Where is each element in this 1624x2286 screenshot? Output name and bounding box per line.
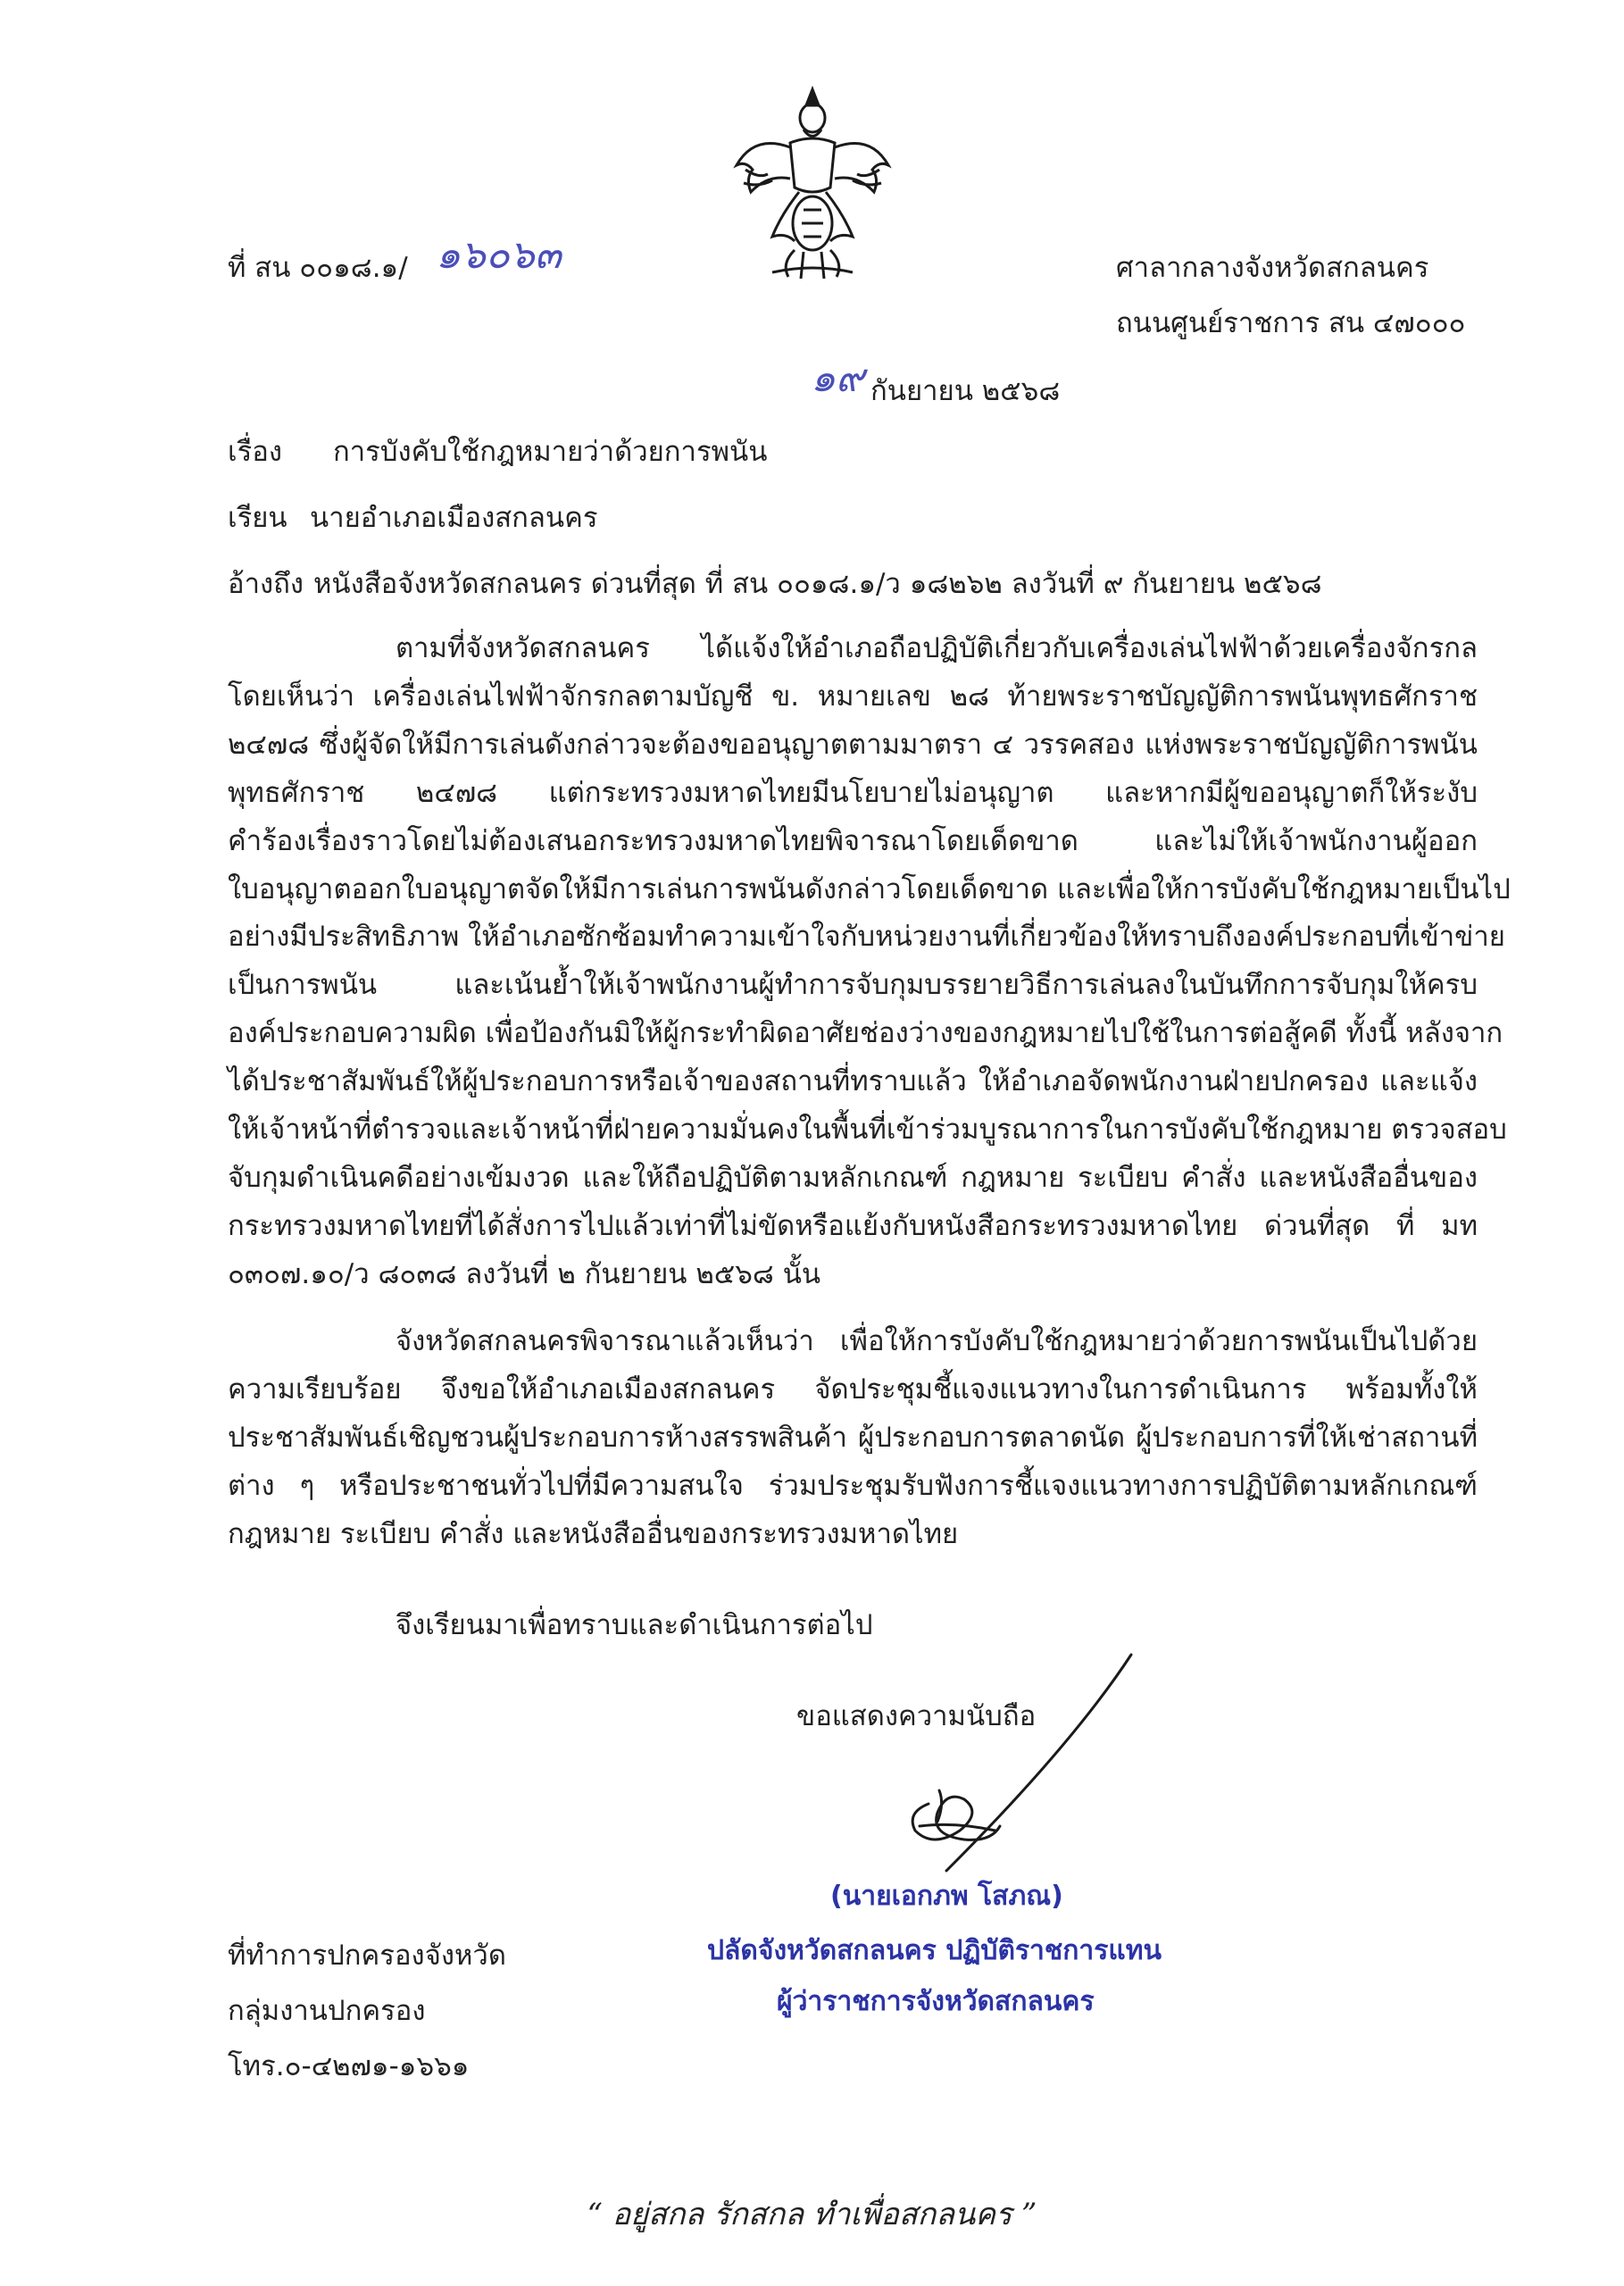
footer-office-phone: โทร.๐-๔๒๗๑-๑๖๖๑ (228, 2050, 470, 2082)
signer-name: (นายเอกภพ โสภณ) (830, 1881, 1063, 1912)
paragraph-line: กระทรวงมหาดไทยที่ได้สั่งการไปแล้วเท่าที่ไม่ขัดหรือแย้งกับหนังสือกระทรวงมหาดไทย ด่วนที่สุด ที่ มท (228, 1209, 1478, 1242)
footer-office-line1: ที่ทำการปกครองจังหวัด (228, 1940, 506, 1972)
paragraph-line: ความเรียบร้อย จึงขอให้อำเภอเมืองสกลนคร จัดประชุมชี้แจงแนวทางในการดำเนินการ พร้อมทั้งให้ (228, 1372, 1478, 1406)
paragraph-line: จับกุมดำเนินคดีอย่างเข้มงวด และให้ถือปฏิบัติตามหลักเกณฑ์ กฎหมาย ระเบียบ คำสั่ง และหนังสืออื่นของ (228, 1161, 1478, 1194)
paragraph-line: ประชาสัมพันธ์เชิญชวนผู้ประกอบการห้างสรรพสินค้า ผู้ประกอบการตลาดนัด ผู้ประกอบการที่ให้เช่าสถานที่ (228, 1421, 1478, 1454)
office-address-line2: ถนนศูนย์ราชการ สน ๔๗๐๐๐ (1116, 307, 1466, 339)
paragraph-line: ต่าง ๆ หรือประชาชนทั่วไปที่มีความสนใจ ร่วมประชุมรับฟังการชี้แจงแนวทางการปฏิบัติตามหลักเกณฑ์ (228, 1469, 1478, 1502)
date-day-handwritten: ๑๙ (811, 355, 865, 401)
paragraph-line: จังหวัดสกลนครพิจารณาแล้วเห็นว่า เพื่อให้การบังคับใช้กฎหมายว่าด้วยการพนันเป็นไปด้วย (396, 1325, 1478, 1357)
reference-text: หนังสือจังหวัดสกลนคร ด่วนที่สุด ที่ สน ๐๐๑๘.๑/ว ๑๘๒๖๒ ลงวันที่ ๙ กันยายน ๒๕๖๘ (313, 568, 1322, 600)
office-address-line1: ศาลากลางจังหวัดสกลนคร (1116, 252, 1429, 284)
paragraph-line: ๐๓๐๗.๑๐/ว ๘๐๓๘ ลงวันที่ ๒ กันยายน ๒๕๖๘ นั้น (228, 1257, 821, 1290)
paragraph-line: พุทธศักราช ๒๔๗๘ แต่กระทรวงมหาดไทยมีนโยบายไม่อนุญาต และหากมีผู้ขออนุญาตก็ให้ระงับ (228, 776, 1478, 809)
doc-number-prefix: ที่ สน ๐๐๑๘.๑/ (228, 252, 408, 284)
signer-position-line2: ผู้ว่าราชการจังหวัดสกลนคร (777, 1986, 1095, 2017)
body-paragraph-2 (228, 1318, 1478, 1559)
paragraph-line: คำร้องเรื่องราวโดยไม่ต้องเสนอกระทรวงมหาดไทยพิจารณาโดยเด็ดขาด และไม่ให้เจ้าพนักงานผู้ออก (228, 824, 1478, 857)
signer-position-line1: ปลัดจังหวัดสกลนคร ปฏิบัติราชการแทน (707, 1935, 1162, 1966)
body-paragraph-1 (228, 625, 1511, 1299)
closing-sentence: จึงเรียนมาเพื่อทราบและดำเนินการต่อไป (396, 1609, 873, 1641)
paragraph-line: องค์ประกอบความผิด เพื่อป้องกันมิให้ผู้กระทำผิดอาศัยช่องว่างของกฎหมายไปใช้ในการต่อสู้คดี ทั้งนี้ หลังจาก (228, 1017, 1503, 1050)
paragraph-line: ตามที่จังหวัดสกลนคร ได้แจ้งให้อำเภอถือปฏิบัติเกี่ยวกับเครื่องเล่นไฟฟ้าด้วยเครื่องจักรกล (396, 632, 1478, 664)
slogan: “ อยู่สกล รักสกล ทำเพื่อสกลนคร ” (587, 2197, 1037, 2232)
paragraph-line: ให้เจ้าหน้าที่ตำรวจและเจ้าหน้าที่ฝ่ายความมั่นคงในพื้นที่เข้าร่วมบูรณาการในการบังคับใช้กฎหมาย ตรวจสอบ (228, 1114, 1507, 1147)
reference-row (228, 566, 1322, 602)
subject-text: การบังคับใช้กฎหมายว่าด้วยการพนัน (333, 436, 768, 468)
paragraph-line: ๒๔๗๘ ซึ่งผู้จัดให้มีการเล่นดังกล่าวจะต้องขออนุญาตตามมาตรา ๔ วรรคสอง แห่งพระราชบัญญัติการพนัน (228, 728, 1478, 761)
paragraph-line: เป็นการพนัน และเน้นย้ำให้เจ้าพนักงานผู้ทำการจับกุมบรรยายวิธีการเล่นลงในบันทึกการจับกุมให้ครบ (228, 969, 1478, 1002)
footer-office-line2: กลุ่มงานปกครอง (228, 1995, 426, 2027)
recipient-text: นายอำเภอเมืองสกลนคร (310, 502, 598, 534)
paragraph-line: ได้ประชาสัมพันธ์ให้ผู้ประกอบการหรือเจ้าของสถานที่ทราบแล้ว ให้อำเภอจัดพนักงานฝ่ายปกครอง และแจ้ง (228, 1065, 1478, 1098)
date-month-year: กันยายน ๒๕๖๘ (870, 375, 1061, 407)
paragraph-line: โดยเห็นว่า เครื่องเล่นไฟฟ้าจักรกลตามบัญชี ข. หมายเลข ๒๘ ท้ายพระราชบัญญัติการพนันพุทธศักราช (228, 680, 1478, 713)
paragraph-line: กฎหมาย ระเบียบ คำสั่ง และหนังสืออื่นของกระทรวงมหาดไทย (228, 1517, 959, 1550)
reference-label: อ้างถึง (228, 568, 304, 600)
subject-row (228, 434, 767, 470)
salutation: ขอแสดงความนับถือ (796, 1700, 1037, 1732)
recipient-label: เรียน (228, 502, 287, 534)
recipient-row (228, 500, 598, 536)
paragraph-line: อย่างมีประสิทธิภาพ ให้อำเภอซักซ้อมทำความเข้าใจกับหน่วยงานที่เกี่ยวข้องให้ทราบถึงองค์ประกอบที่เข้าข่าย (228, 921, 1505, 954)
paragraph-line: ใบอนุญาตออกใบอนุญาตจัดให้มีการเล่นการพนันดังกล่าวโดยเด็ดขาด และเพื่อให้การบังคับใช้กฎหมายเป็นไป (228, 872, 1511, 905)
doc-number-handwritten: ๑๖๐๖๓ (436, 232, 562, 278)
garuda-emblem-icon (719, 80, 906, 286)
signature-icon (875, 1648, 1143, 1880)
subject-label: เรื่อง (228, 436, 283, 468)
